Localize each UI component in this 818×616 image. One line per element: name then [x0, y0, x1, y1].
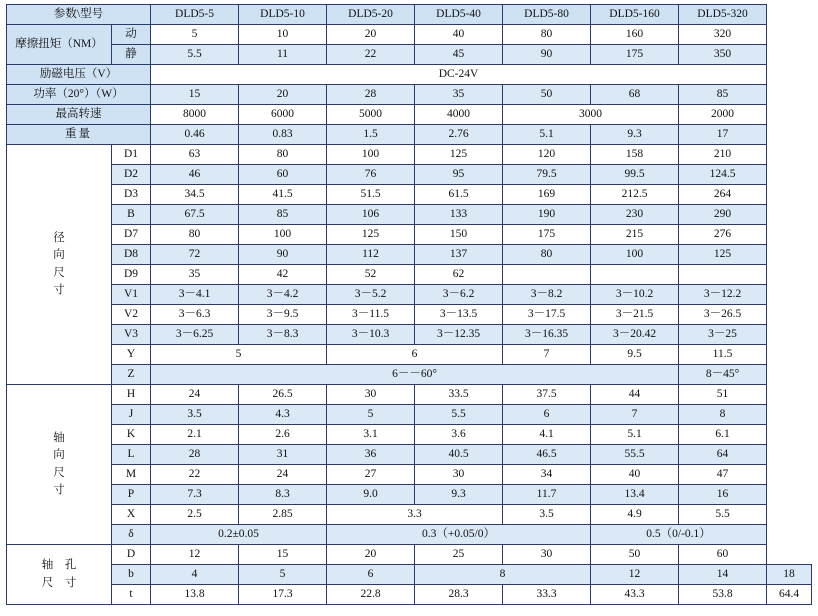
- cell: 20: [327, 25, 415, 45]
- cell: 8－45°: [679, 365, 767, 385]
- cell: 169: [503, 185, 591, 205]
- cell: 43.3: [591, 585, 679, 605]
- row-label-weight: 重量: [7, 125, 151, 145]
- cell: 276: [679, 225, 767, 245]
- cell: 3000: [503, 105, 679, 125]
- table-row: [7, 45, 812, 65]
- row-name-D: D: [112, 545, 151, 565]
- cell: 64: [679, 445, 767, 465]
- cell: 28: [151, 445, 239, 465]
- cell: 212.5: [591, 185, 679, 205]
- cell: 6: [327, 345, 503, 365]
- cell: 40: [591, 465, 679, 485]
- cell: 3.3: [327, 505, 503, 525]
- cell: 124.5: [679, 165, 767, 185]
- table-row: [7, 345, 812, 365]
- cell: 100: [327, 145, 415, 165]
- cell: 72: [151, 245, 239, 265]
- cell: 1.5: [327, 125, 415, 145]
- cell: 3.6: [415, 425, 503, 445]
- table-row: [7, 245, 812, 265]
- cell: 5.5: [151, 45, 239, 65]
- header-model-6: DLD5-320: [679, 5, 767, 25]
- row-name-H: H: [112, 385, 151, 405]
- cell: 3－4.1: [151, 285, 239, 305]
- cell: 7: [591, 405, 679, 425]
- cell: 60: [239, 165, 327, 185]
- group-label-radial-2: 向: [53, 249, 65, 262]
- cell: 3－4.2: [239, 285, 327, 305]
- cell: 2.85: [239, 505, 327, 525]
- cell-empty: [503, 265, 591, 285]
- table-row: [7, 285, 812, 305]
- table-row: [7, 545, 812, 565]
- row-name-K: K: [112, 425, 151, 445]
- cell: 125: [415, 145, 503, 165]
- cell: 5: [239, 565, 327, 585]
- cell: 35: [415, 85, 503, 105]
- cell: 60: [679, 545, 767, 565]
- cell: 37.5: [503, 385, 591, 405]
- table-row: [7, 105, 812, 125]
- table-header-row: [7, 5, 812, 25]
- cell: 150: [415, 225, 503, 245]
- cell: 15: [151, 85, 239, 105]
- cell: 17.3: [239, 585, 327, 605]
- cell-empty: [591, 265, 679, 285]
- cell: 8: [415, 565, 591, 585]
- table-row: [7, 585, 812, 605]
- cell: 4.1: [503, 425, 591, 445]
- cell: 160: [591, 25, 679, 45]
- cell: 3－10.3: [327, 325, 415, 345]
- cell: 50: [591, 545, 679, 565]
- cell: 50: [503, 85, 591, 105]
- cell: 11.7: [503, 485, 591, 505]
- cell: 5.1: [591, 425, 679, 445]
- cell: 215: [591, 225, 679, 245]
- cell: 34: [503, 465, 591, 485]
- cell: 3.1: [327, 425, 415, 445]
- table-row: [7, 505, 812, 525]
- cell: 52: [327, 265, 415, 285]
- cell: 264: [679, 185, 767, 205]
- cell: 24: [239, 465, 327, 485]
- cell: 100: [591, 245, 679, 265]
- cell: 320: [679, 25, 767, 45]
- cell: 45: [415, 45, 503, 65]
- header-model-2: DLD5-20: [327, 5, 415, 25]
- cell: 80: [503, 245, 591, 265]
- table-row: [7, 305, 812, 325]
- table-row: [7, 525, 812, 545]
- cell: 22: [327, 45, 415, 65]
- table-row: [7, 465, 812, 485]
- row-label-voltage: 励磁电压（V）: [7, 65, 151, 85]
- cell: 22: [151, 465, 239, 485]
- cell: 0.46: [151, 125, 239, 145]
- cell: 4000: [415, 105, 503, 125]
- table-row: [7, 25, 812, 45]
- cell: 30: [415, 465, 503, 485]
- cell: 2.5: [151, 505, 239, 525]
- cell: 16: [679, 485, 767, 505]
- cell: 3－10.2: [591, 285, 679, 305]
- cell: 76: [327, 165, 415, 185]
- cell: 5.5: [415, 405, 503, 425]
- row-name-M: M: [112, 465, 151, 485]
- cell: 13.4: [591, 485, 679, 505]
- cell: 0.5（0/-0.1）: [591, 525, 767, 545]
- table-row: [7, 225, 812, 245]
- cell: 17: [679, 125, 767, 145]
- row-name-D8: D8: [112, 245, 151, 265]
- cell: 3－8.2: [503, 285, 591, 305]
- table-row: [7, 85, 812, 105]
- cell: 175: [591, 45, 679, 65]
- cell: 3－26.5: [679, 305, 767, 325]
- cell: 46: [151, 165, 239, 185]
- header-param-label: 参数\型号: [7, 5, 151, 25]
- row-name-P: P: [112, 485, 151, 505]
- cell: 3－17.5: [503, 305, 591, 325]
- cell: 6: [503, 405, 591, 425]
- cell: 5: [151, 345, 327, 365]
- cell: 80: [151, 225, 239, 245]
- row-name-b: b: [112, 565, 151, 585]
- cell: 3－6.2: [415, 285, 503, 305]
- cell: 3－25: [679, 325, 767, 345]
- cell: 4.3: [239, 405, 327, 425]
- row-name-D9: D9: [112, 265, 151, 285]
- cell: 26.5: [239, 385, 327, 405]
- table-row: [7, 365, 812, 385]
- cell: 85: [679, 85, 767, 105]
- cell: 112: [327, 245, 415, 265]
- cell: 3－8.3: [239, 325, 327, 345]
- cell-empty: [679, 265, 767, 285]
- cell: 63: [151, 145, 239, 165]
- cell: 12: [151, 545, 239, 565]
- group-label-axial-2: 向: [53, 449, 65, 462]
- cell: 33.5: [415, 385, 503, 405]
- cell: 133: [415, 205, 503, 225]
- cell: 2000: [679, 105, 767, 125]
- table-row: [7, 165, 812, 185]
- cell: 2.1: [151, 425, 239, 445]
- row-name-Y: Y: [112, 345, 151, 365]
- cell: 99.5: [591, 165, 679, 185]
- cell: 125: [327, 225, 415, 245]
- cell: 46.5: [503, 445, 591, 465]
- cell: 5: [151, 25, 239, 45]
- cell: 120: [503, 145, 591, 165]
- cell: 0.83: [239, 125, 327, 145]
- group-label-axial: [7, 385, 112, 545]
- table-row: [7, 325, 812, 345]
- cell: 8000: [151, 105, 239, 125]
- cell: 47: [679, 465, 767, 485]
- cell: 5.5: [679, 505, 767, 525]
- cell: 137: [415, 245, 503, 265]
- cell: 14: [679, 565, 767, 585]
- cell: 62: [415, 265, 503, 285]
- header-model-1: DLD5-10: [239, 5, 327, 25]
- group-label-axial-3: 尺: [53, 466, 65, 479]
- row-name-V2: V2: [112, 305, 151, 325]
- cell: 3.5: [151, 405, 239, 425]
- cell: 9.3: [591, 125, 679, 145]
- row-name-V1: V1: [112, 285, 151, 305]
- cell-voltage-value: DC-24V: [151, 65, 767, 85]
- cell: 3－5.2: [327, 285, 415, 305]
- table-row: [7, 205, 812, 225]
- cell: 3－21.5: [591, 305, 679, 325]
- cell: 27: [327, 465, 415, 485]
- cell: 11.5: [679, 345, 767, 365]
- cell: 24: [151, 385, 239, 405]
- group-label-bore-2: 尺 寸: [41, 576, 77, 589]
- cell: 64.4: [767, 585, 812, 605]
- header-model-4: DLD5-80: [503, 5, 591, 25]
- cell: 6: [327, 565, 415, 585]
- cell: 31: [239, 445, 327, 465]
- row-name-D2: D2: [112, 165, 151, 185]
- cell: 10: [239, 25, 327, 45]
- header-model-5: DLD5-160: [591, 5, 679, 25]
- cell: 28: [327, 85, 415, 105]
- group-label-axial-4: 寸: [53, 483, 65, 496]
- cell: 3－6.3: [151, 305, 239, 325]
- cell: 36: [327, 445, 415, 465]
- cell: 7.3: [151, 485, 239, 505]
- cell: 6000: [239, 105, 327, 125]
- cell: 3－6.25: [151, 325, 239, 345]
- cell: 8: [679, 405, 767, 425]
- cell: 3－9.5: [239, 305, 327, 325]
- cell: 106: [327, 205, 415, 225]
- cell: 3－11.5: [327, 305, 415, 325]
- row-name-delta: δ: [112, 525, 151, 545]
- cell: 51.5: [327, 185, 415, 205]
- group-label-axial-1: 轴: [53, 432, 65, 444]
- group-label-radial-1: 径: [53, 232, 65, 244]
- cell: 3－12.2: [679, 285, 767, 305]
- cell: 6.1: [679, 425, 767, 445]
- cell: 41.5: [239, 185, 327, 205]
- cell: 100: [239, 225, 327, 245]
- row-name-X: X: [112, 505, 151, 525]
- row-name-t: t: [112, 585, 151, 605]
- group-label-radial-4: 寸: [53, 283, 65, 296]
- cell: 9.0: [327, 485, 415, 505]
- cell: 0.2±0.05: [151, 525, 327, 545]
- cell: 12: [591, 565, 679, 585]
- cell: 34.5: [151, 185, 239, 205]
- cell: 42: [239, 265, 327, 285]
- cell: 68: [591, 85, 679, 105]
- cell: 30: [327, 385, 415, 405]
- cell: 55.5: [591, 445, 679, 465]
- row-name-D1: D1: [112, 145, 151, 165]
- row-label-friction-torque: [7, 25, 112, 65]
- cell: 3－20.42: [591, 325, 679, 345]
- row-label-friction-torque-text: 摩擦扭矩（NM）: [15, 38, 103, 51]
- cell: 20: [327, 545, 415, 565]
- cell: 18: [767, 565, 812, 585]
- cell: 290: [679, 205, 767, 225]
- cell: 80: [503, 25, 591, 45]
- cell: 5.1: [503, 125, 591, 145]
- specification-table: [6, 4, 812, 605]
- cell: 3－16.35: [503, 325, 591, 345]
- table-row: [7, 125, 812, 145]
- cell: 6－－60°: [151, 365, 679, 385]
- group-label-radial: [7, 145, 112, 385]
- row-name-V3: V3: [112, 325, 151, 345]
- cell: 40.5: [415, 445, 503, 465]
- cell: 40: [415, 25, 503, 45]
- cell: 79.5: [503, 165, 591, 185]
- cell: 61.5: [415, 185, 503, 205]
- cell: 0.3（+0.05/0）: [327, 525, 591, 545]
- row-name-D3: D3: [112, 185, 151, 205]
- cell: 3－12.35: [415, 325, 503, 345]
- cell: 210: [679, 145, 767, 165]
- table-row: [7, 265, 812, 285]
- table-row: [7, 145, 812, 165]
- table-row: [7, 405, 812, 425]
- table-row: [7, 445, 812, 465]
- cell: 80: [239, 145, 327, 165]
- cell: 67.5: [151, 205, 239, 225]
- cell: 11: [239, 45, 327, 65]
- cell: 28.3: [415, 585, 503, 605]
- row-sublabel-dynamic: 动: [112, 25, 151, 45]
- row-label-max-speed: 最高转速: [7, 105, 151, 125]
- table-row: [7, 185, 812, 205]
- cell: 95: [415, 165, 503, 185]
- cell: 5000: [327, 105, 415, 125]
- cell: 230: [591, 205, 679, 225]
- cell: 44: [591, 385, 679, 405]
- cell: 175: [503, 225, 591, 245]
- row-label-power: 功率（20°）（W）: [7, 85, 151, 105]
- row-name-J: J: [112, 405, 151, 425]
- cell: 35: [151, 265, 239, 285]
- group-label-radial-3: 尺: [53, 266, 65, 279]
- cell: 85: [239, 205, 327, 225]
- cell: 3.5: [503, 505, 591, 525]
- table-row: [7, 485, 812, 505]
- cell: 8.3: [239, 485, 327, 505]
- header-model-3: DLD5-40: [415, 5, 503, 25]
- table-row: [7, 425, 812, 445]
- cell: 9.5: [591, 345, 679, 365]
- cell: 53.8: [679, 585, 767, 605]
- group-label-bore: [7, 545, 112, 605]
- row-name-B: B: [112, 205, 151, 225]
- group-label-bore-1: 轴 孔: [41, 559, 77, 572]
- table-row: [7, 565, 812, 585]
- cell: 2.6: [239, 425, 327, 445]
- cell: 25: [415, 545, 503, 565]
- table-row: [7, 385, 812, 405]
- row-sublabel-static: 静: [112, 45, 151, 65]
- cell: 13.8: [151, 585, 239, 605]
- header-model-0: DLD5-5: [151, 5, 239, 25]
- cell: 9.3: [415, 485, 503, 505]
- row-name-L: L: [112, 445, 151, 465]
- cell: 5: [327, 405, 415, 425]
- cell: 3－13.5: [415, 305, 503, 325]
- cell: 4.9: [591, 505, 679, 525]
- cell: 7: [503, 345, 591, 365]
- cell: 15: [239, 545, 327, 565]
- cell: 22.8: [327, 585, 415, 605]
- cell: 350: [679, 45, 767, 65]
- cell: 33.3: [503, 585, 591, 605]
- cell: 20: [239, 85, 327, 105]
- cell: 158: [591, 145, 679, 165]
- cell: 2.76: [415, 125, 503, 145]
- table-row: [7, 65, 812, 85]
- cell: 51: [679, 385, 767, 405]
- cell: 30: [503, 545, 591, 565]
- cell: 125: [679, 245, 767, 265]
- row-name-Z: Z: [112, 365, 151, 385]
- cell: 90: [239, 245, 327, 265]
- cell: 190: [503, 205, 591, 225]
- cell: 90: [503, 45, 591, 65]
- row-name-D7: D7: [112, 225, 151, 245]
- cell: 4: [151, 565, 239, 585]
